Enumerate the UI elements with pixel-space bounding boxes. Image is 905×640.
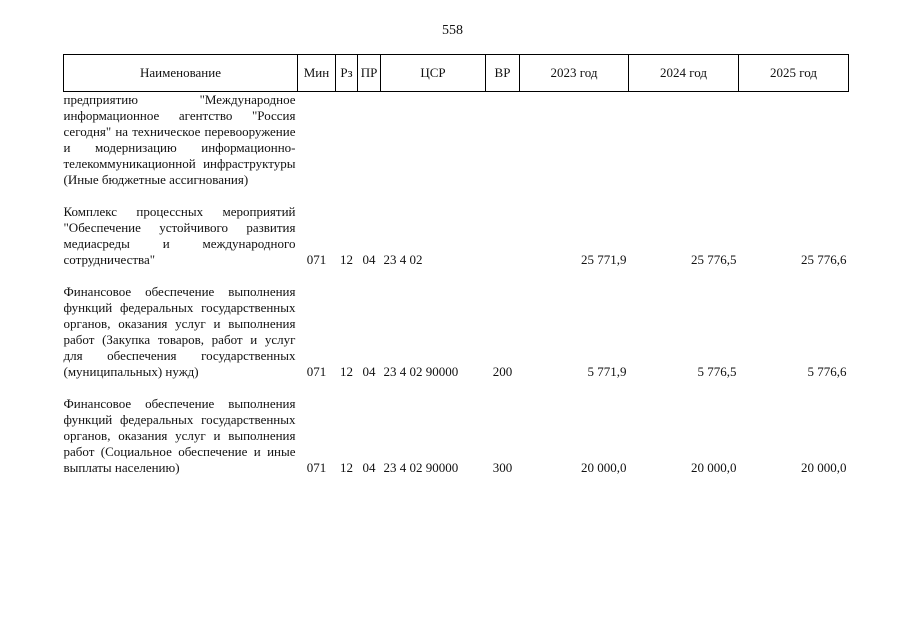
row-pr: 04 — [362, 460, 376, 475]
row-spacer — [64, 268, 849, 284]
table-row — [64, 204, 849, 268]
row-csr — [381, 92, 486, 189]
header-2023: 2023 год — [520, 55, 629, 92]
row-vr — [486, 204, 520, 268]
row-2023 — [520, 92, 629, 189]
row-2024 — [629, 92, 739, 189]
row-min: 071 — [306, 460, 327, 475]
budget-table — [63, 54, 849, 476]
page-number: 558 — [442, 23, 463, 38]
row-pr — [358, 92, 381, 189]
row-spacer — [64, 188, 849, 204]
row-min — [298, 92, 336, 189]
table-row — [64, 284, 849, 380]
row-2023: 5 771,9 — [587, 364, 627, 379]
row-pr: 04 — [362, 364, 376, 379]
header-min: Мин — [298, 55, 336, 92]
row-pr: 04 — [362, 252, 376, 267]
header-2024: 2024 год — [629, 55, 739, 92]
row-rz: 12 — [340, 460, 353, 475]
row-2024: 25 776,5 — [691, 252, 737, 267]
row-2023: 25 771,9 — [581, 252, 627, 267]
row-rz: 12 — [340, 252, 353, 267]
row-2025: 25 776,6 — [801, 252, 847, 267]
table-row — [64, 92, 849, 189]
row-2025 — [739, 92, 849, 189]
row-vr — [486, 92, 520, 189]
header-name: Наименование — [64, 55, 298, 92]
table-header-row — [64, 55, 849, 92]
row-rz: 12 — [340, 364, 353, 379]
row-vr: 200 — [492, 364, 513, 379]
row-min: 071 — [306, 252, 327, 267]
row-2024: 5 776,5 — [697, 364, 737, 379]
row-csr: 23 4 02 — [383, 252, 423, 267]
row-rz — [336, 92, 358, 189]
row-csr: 23 4 02 90000 — [383, 460, 459, 475]
row-name: Финансовое обеспечение выполнения функций федеральных государственных органов, оказания услуг и выполнения работ (Социальное обеспечение и иные выплаты населению) — [63, 396, 296, 475]
row-2024: 20 000,0 — [691, 460, 737, 475]
row-csr: 23 4 02 90000 — [383, 364, 459, 379]
row-min: 071 — [306, 364, 327, 379]
row-name: предприятию "Международное информационное агентство "Россия сегодня" на техническое перевооружение и модернизацию информационно-телекоммуникационной инфраструктуры (Иные бюджетные ассигнования) — [63, 92, 296, 187]
row-2023: 20 000,0 — [581, 460, 627, 475]
header-2025: 2025 год — [739, 55, 849, 92]
header-csr: ЦСР — [381, 55, 486, 92]
row-vr: 300 — [492, 460, 513, 475]
row-name: Комплекс процессных мероприятий "Обеспечение устойчивого развития медиасреды и международного сотрудничества" — [63, 204, 296, 267]
row-name: Финансовое обеспечение выполнения функций федеральных государственных органов, оказания услуг и выполнения работ (Закупка товаров, работ и услуг для обеспечения государственных (муниципальных) нужд) — [63, 284, 296, 379]
row-spacer — [64, 380, 849, 396]
header-pr: ПР — [358, 55, 381, 92]
row-2025: 5 776,6 — [807, 364, 847, 379]
header-rz: Рз — [336, 55, 358, 92]
row-2025: 20 000,0 — [801, 460, 847, 475]
header-vr: ВР — [486, 55, 520, 92]
table-row — [64, 396, 849, 476]
